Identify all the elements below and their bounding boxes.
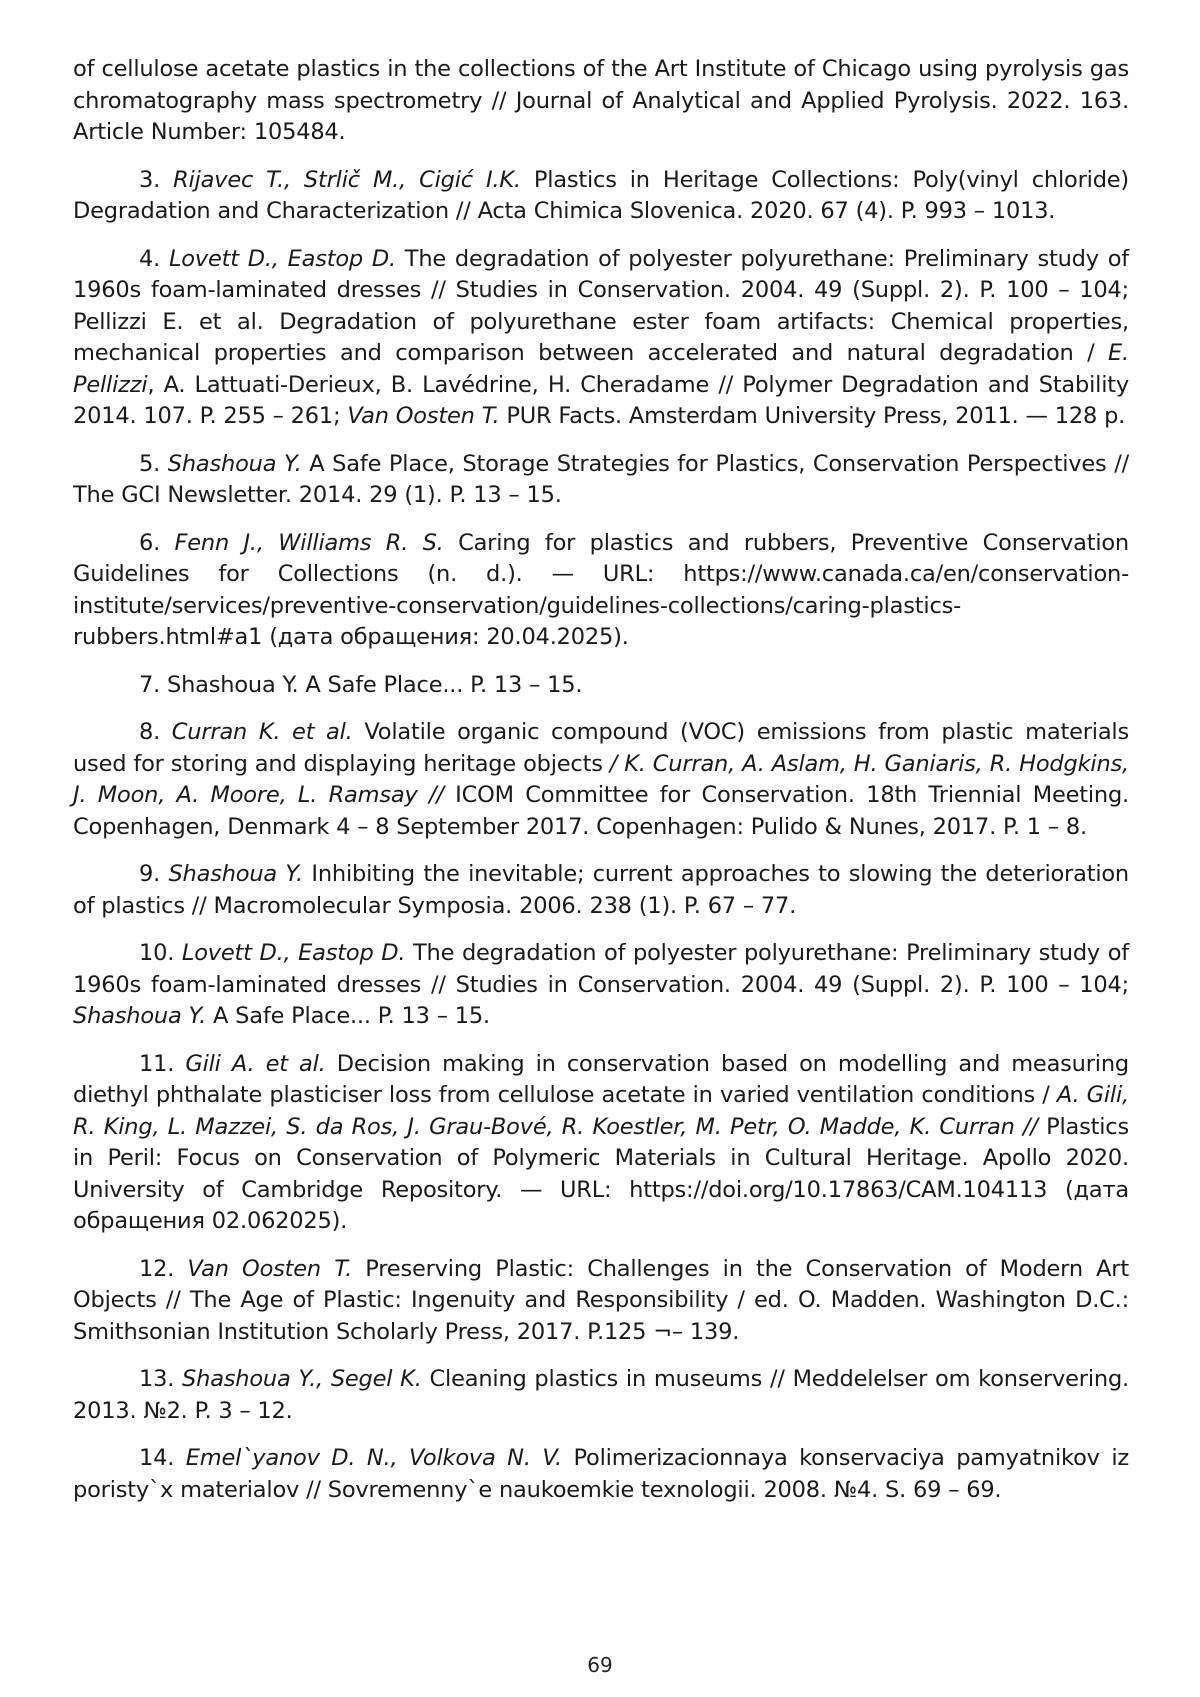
reference-r6 [73, 528, 1129, 654]
ref-segment: The degradation of polyester polyurethane: Preliminary study of 1960s foam-laminated dresses // Studies in Conservation. 2004. 49 (Suppl. 2). P. 100 – 104; [73, 940, 1129, 998]
ref-authors: Shashoua Y., Segel K. [182, 1366, 422, 1392]
reference-r9 [73, 859, 1129, 922]
ref-segment: of cellulose acetate plastics in the collections of the Art Institute of Chicago using pyrolysis gas chromatography mass spectrometry // Journal of Analytical and Applied Pyrolysis. 2022. 163. Article Number: 105484. [73, 56, 1129, 145]
reference-r2 [73, 54, 1129, 149]
ref-number: 4. [139, 245, 169, 272]
ref-segment: Caring for plastics and rubbers, Preventive Conservation Guidelines for Collections (n. d.). — URL: https://www.canada.ca/en/conservation-institute/services/preventive-conservation/guidelines-collections/caring-plastics-rubbers.html#a1 (дата обращения: 20.04.2025). [73, 529, 1129, 650]
ref-segment: Preserving Plastic: Challenges in the Conservation of Modern Art Objects // The Age of Plastic: Ingenuity and Responsibility / ed. O. Madden. Washington D.C.: Smithsonian Institution Scholarly Press, 2017. P.125 ¬– 139. [73, 1255, 1129, 1345]
ref-authors: Curran K. et al. [171, 719, 353, 745]
ref-authors: Van Oosten T. [347, 403, 500, 429]
ref-number: 12. [139, 1255, 188, 1282]
ref-number: 5. [139, 450, 168, 477]
ref-authors: Lovett D., Eastop D. [181, 940, 406, 966]
ref-segment: 7. Shashoua Y. A Safe Place... P. 13 – 15. [139, 671, 583, 698]
ref-segment: The degradation of polyester polyurethane: Preliminary study of 1960s foam-laminated dresses // Studies in Conservation. 2004. 49 (Suppl. 2). P. 100 – 104; Pellizzi E. et al. Degradation of polyurethane ester foam artifacts: Chemical properties, mechanical properties and comparison between accelerated and natural degradation / [73, 245, 1129, 366]
ref-authors: E. Pellizzi [73, 340, 1129, 398]
ref-segment: Volatile organic compound (VOC) emissions from plastic materials used for storing and displaying heritage objects [73, 719, 1129, 777]
ref-number: 10. [139, 940, 182, 966]
reference-r14 [73, 1443, 1129, 1506]
ref-number: 9. [139, 861, 169, 887]
ref-segment: Polimerizacionnaya konservaciya pamyatnikov iz poristy`x materialov // Sovremenny`e naukoemkie texnologii. 2008. №4. S. 69 – 69. [73, 1445, 1129, 1503]
ref-segment: Inhibiting the inevitable; current approaches to slowing the deterioration of plastics // Macromolecular Symposia. 2006. 238 (1). P. 67 – 77. [73, 861, 1129, 919]
ref-authors: A. Gili, R. King, L. Mazzei, S. da Ros, J. Grau-Bové, R. Koestler, M. Petr, O. Madde, K. Curran // [73, 1082, 1129, 1140]
ref-authors: Shashoua Y. [167, 450, 302, 477]
ref-segment: Plastics in Peril: Focus on Conservation of Polymeric Materials in Cultural Heritage. Apollo 2020. University of Cambridge Repository. — URL: https://doi.org/10.17863/CAM.104113 (дата обращения 02.062025). [73, 1113, 1129, 1234]
ref-authors: Lovett D., Eastop D. [168, 245, 396, 272]
reference-r13 [73, 1364, 1129, 1427]
ref-number: 6. [139, 529, 175, 556]
reference-r4 [73, 244, 1129, 433]
ref-authors: Fenn J., Williams R. S. [174, 529, 444, 556]
reference-r5 [73, 449, 1129, 512]
ref-segment: , A. Lattuati-Derieux, B. Lavédrine, H. Cheradame // Polymer Degradation and Stability 2014. 107. P. 255 – 261; [73, 371, 1129, 429]
ref-number: 13. [139, 1366, 183, 1392]
ref-authors: Shashoua Y. [73, 1003, 207, 1029]
ref-segment: ICOM Committee for Conservation. 18th Triennial Meeting. Copenhagen, Denmark 4 – 8 September 2017. Copenhagen: Pulido & Nunes, 2017. P. 1 – 8. [73, 782, 1129, 840]
ref-segment: A Safe Place, Storage Strategies for Plastics, Conservation Perspectives // The GCI Newsletter. 2014. 29 (1). P. 13 – 15. [73, 450, 1129, 508]
ref-segment: PUR Facts. Amsterdam University Press, 2011. — 128 p. [499, 403, 1126, 429]
reference-r8 [73, 717, 1129, 843]
ref-authors: Shashoua Y. [168, 861, 303, 887]
ref-authors: Emel`yanov D. N., Volkova N. V. [185, 1445, 562, 1471]
reference-list [73, 54, 1129, 1522]
ref-authors: Rijavec T., Strlič M., Cigić I.K. [173, 166, 521, 193]
reference-r7 [73, 670, 1129, 702]
ref-number: 11. [139, 1050, 186, 1077]
ref-authors: / K. Curran, A. Aslam, H. Ganiaris, R. Hodgkins, J. Moon, A. Moore, L. Ramsay // [73, 750, 1129, 808]
reference-r10 [73, 938, 1129, 1033]
reference-r11 [73, 1049, 1129, 1238]
reference-r3 [73, 165, 1129, 228]
ref-segment: A Safe Place... P. 13 – 15. [206, 1003, 490, 1029]
ref-segment: Plastics in Heritage Collections: Poly(vinyl chloride) Degradation and Characterization // Acta Chimica Slovenica. 2020. 67 (4). P. 993 – 1013. [73, 166, 1129, 224]
ref-number: 8. [139, 719, 172, 745]
ref-authors: Van Oosten T. [187, 1255, 353, 1282]
ref-authors: Gili A. et al. [185, 1050, 326, 1077]
ref-number: 3. [139, 166, 174, 193]
ref-segment: Decision making in conservation based on modelling and measuring diethyl phthalate plasticiser loss from cellulose acetate in varied ventilation conditions / [73, 1050, 1129, 1108]
page-number: 69 [587, 1653, 613, 1677]
reference-r12 [73, 1254, 1129, 1349]
ref-segment: Cleaning plastics in museums // Meddelelser om konservering. 2013. №2. P. 3 – 12. [73, 1366, 1129, 1424]
ref-number: 14. [139, 1445, 186, 1471]
